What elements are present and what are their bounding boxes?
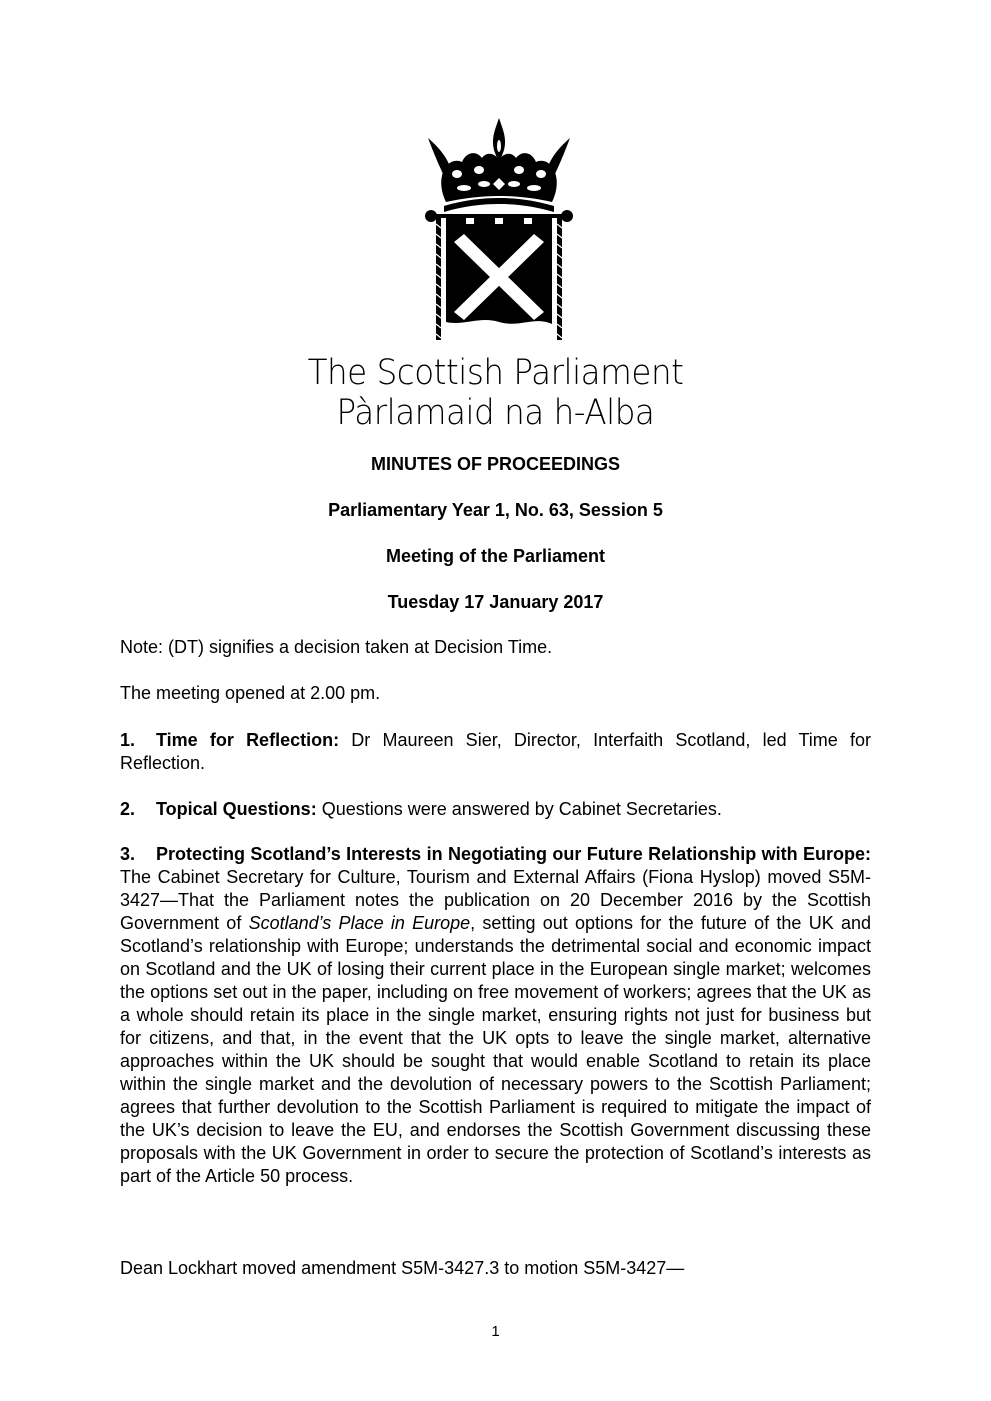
organisation-name-gaelic: Pàrlamaid na h-Alba bbox=[336, 393, 655, 433]
meeting-type: Meeting of the Parliament bbox=[385, 546, 606, 566]
item-title: Time for Reflection: bbox=[156, 730, 340, 750]
amendment-text: Dean Lockhart moved amendment S5M-3427.3 to motion S5M-3427— bbox=[120, 1258, 685, 1278]
item-number: 1. bbox=[120, 730, 136, 750]
agenda-item-1 bbox=[120, 729, 871, 775]
agenda-item-3 bbox=[120, 843, 871, 1188]
motion-text-start: The Cabinet Secretary for Culture, Tourism and External Affairs (Fiona Hyslop) moved S5M-3427—That the Parliament notes the publication on 20 December 2016 by the Scottish Government of bbox=[120, 867, 871, 933]
document-reference: Parliamentary Year 1, No. 63, Session 5 bbox=[328, 500, 663, 520]
item-text: Dr Maureen Sier, Director, Interfaith Scotland, led Time for Reflection. bbox=[120, 730, 871, 773]
item-title: Protecting Scotland’s Interests in Negotiating our Future Relationship with Europe: bbox=[156, 844, 871, 864]
item-title: Topical Questions: bbox=[156, 799, 317, 819]
motion-text-end: , setting out options for the future of the UK and Scotland’s relationship with Europe; understands the detrimental social and economic impact on Scotland and the UK of losing their current place in the European single market; welcomes the options set out in the paper, including on free movement of workers; agrees that the UK as a whole should retain its place in the single market, ensuring rights not just for business but for citizens, and that, in the event that the UK opts to leave the single market, alternative approaches within the UK should be sought that would enable Scotland to retain its place within the single market and the devolution of necessary powers to the Scottish Parliament; agrees that further devolution to the Scottish Parliament is required to mitigate the impact of the UK’s decision to leave the EU, and endorses the Scottish Government discussing these proposals with the UK Government in order to secure the protection of Scotland’s interests as part of the Article 50 process. bbox=[120, 913, 871, 1186]
page-number: 1 bbox=[491, 1323, 500, 1340]
scottish-parliament-emblem-icon bbox=[424, 116, 574, 342]
meeting-opening: The meeting opened at 2.00 pm. bbox=[120, 683, 381, 703]
publication-title: Scotland’s Place in Europe bbox=[248, 913, 471, 933]
item-number: 2. bbox=[120, 799, 136, 819]
organisation-name-english: The Scottish Parliament bbox=[307, 353, 684, 393]
agenda-item-2 bbox=[120, 798, 871, 821]
item-text: Questions were answered by Cabinet Secretaries. bbox=[316, 799, 722, 819]
item-number: 3. bbox=[120, 844, 136, 864]
meeting-date: Tuesday 17 January 2017 bbox=[387, 592, 604, 612]
decision-time-note: Note: (DT) signifies a decision taken at Decision Time. bbox=[120, 637, 553, 657]
document-title: MINUTES OF PROCEEDINGS bbox=[370, 454, 621, 474]
